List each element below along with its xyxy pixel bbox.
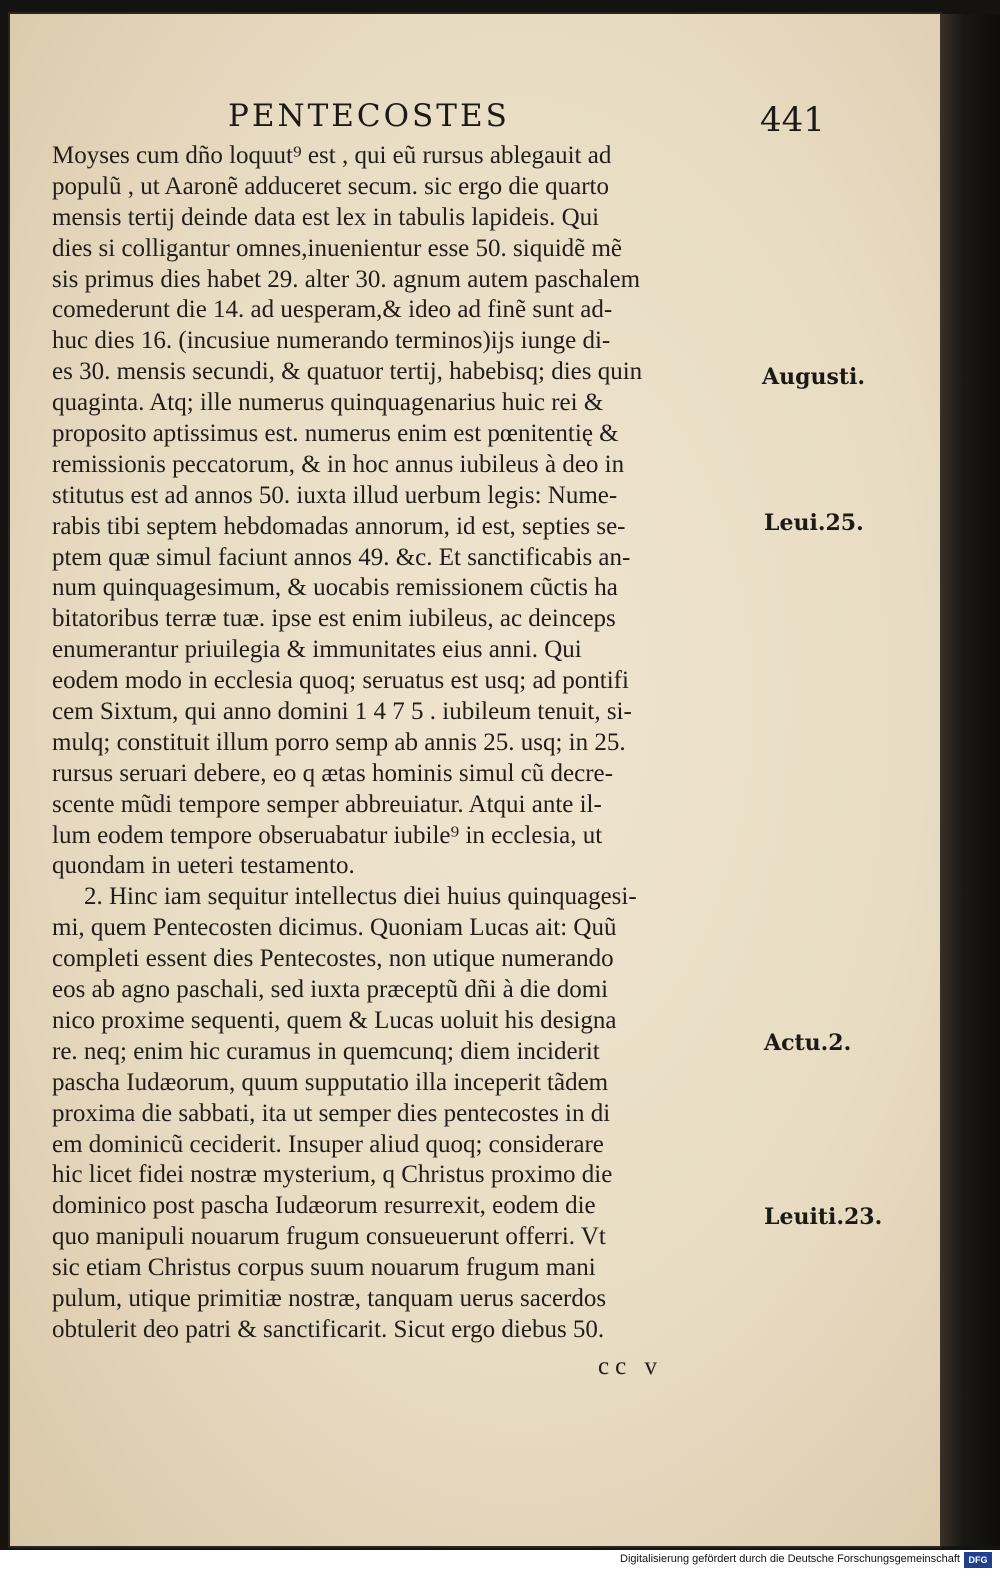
text-line: quondam in ueteri testamento. bbox=[52, 852, 355, 880]
margin-note-leuiticus-25: Leui.25. bbox=[764, 510, 864, 536]
text-line: quo manipuli nouarum frugum consueuerunt offerri. Vt bbox=[52, 1223, 606, 1251]
margin-note-acts-2: Actu.2. bbox=[764, 1030, 852, 1056]
text-line: mulq; constituit illum porro semp ab annis 25. usq; in 25. bbox=[52, 728, 626, 756]
text-line: rursus seruari debere, eo q ætas hominis simul cũ decre- bbox=[52, 759, 613, 787]
text-line: es 30. mensis secundi, & quatuor tertij, habebisq; dies quin bbox=[52, 358, 643, 386]
text-line: sis primus dies habet 29. alter 30. agnum autem paschalem bbox=[52, 265, 641, 293]
text-line: cem Sixtum, qui anno domini 1 4 7 5 . iubileum tenuit, si- bbox=[52, 698, 632, 726]
text-line: em dominicũ ceciderit. Insuper aliud quoq; considerare bbox=[52, 1130, 604, 1158]
text-line: huc dies 16. (incusiue numerando terminos)ijs iunge di- bbox=[52, 327, 611, 355]
margin-note-augusti: Augusti. bbox=[762, 364, 866, 390]
text-line: eodem modo in ecclesia quoq; seruatus est usq; ad pontifi bbox=[52, 667, 629, 695]
folio-number: 441 bbox=[760, 100, 825, 140]
running-head: PENTECOSTES bbox=[228, 98, 510, 134]
dfg-logo: DFG bbox=[964, 1552, 992, 1568]
text-line: comederunt die 14. ad uesperam,& ideo ad finẽ sunt ad- bbox=[52, 296, 613, 324]
text-line: num quinquagesimum, & uocabis remissionem cũctis ha bbox=[52, 574, 618, 602]
main-text-block bbox=[52, 141, 758, 1346]
text-line: Moyses cum dño loquut⁹ est , qui eũ rursus ablegauit ad bbox=[52, 142, 612, 169]
text-line: populũ , ut Aaronẽ adduceret secum. sic ergo die quarto bbox=[52, 172, 610, 200]
text-line: scente mũdi tempore semper abbreuiatur. Atqui ante il- bbox=[52, 790, 602, 818]
text-line: bitatoribus terræ tuæ. ipse est enim iubileus, ac deinceps bbox=[52, 605, 616, 633]
text-line: pascha Iudæorum, quum supputatio illa inceperit tãdem bbox=[52, 1068, 609, 1096]
text-line: quaginta. Atq; ille numerus quinquagenarius huic rei & bbox=[52, 389, 604, 417]
text-line: nico proxime sequenti, quem & Lucas uoluit his designa bbox=[52, 1006, 617, 1034]
text-line: enumerantur priuilegia & immunitates eius anni. Qui bbox=[52, 636, 582, 664]
text-line: hic licet fidei nostræ mysterium, q Christus proximo die bbox=[52, 1161, 613, 1189]
page-edge-shadow bbox=[940, 14, 1000, 1546]
text-line: sic etiam Christus corpus suum nouarum frugum mani bbox=[52, 1254, 596, 1282]
text-line: proposito aptissimus est. numerus enim est pœnitentię & bbox=[52, 420, 619, 448]
text-line: re. neq; enim hic curamus in quemcunq; diem inciderit bbox=[52, 1037, 600, 1065]
text-line: remissionis peccatorum, & in hoc annus iubileus à deo in bbox=[52, 450, 625, 478]
digitization-credit: Digitalisierung gefördert durch die Deutsche Forschungsgemeinschaft bbox=[620, 1553, 960, 1565]
text-line: lum eodem tempore obseruabatur iubile⁹ in ecclesia, ut bbox=[52, 821, 603, 849]
margin-note-leuiticus-23: Leuiti.23. bbox=[764, 1204, 883, 1230]
text-line: pulum, utique primitiæ nostræ, tanquam uerus sacerdos bbox=[52, 1284, 607, 1312]
signature-mark: cc v bbox=[598, 1353, 663, 1380]
text-line: 2. Hinc iam sequitur intellectus diei huius quinquagesi- bbox=[84, 883, 637, 911]
text-line: rabis tibi septem hebdomadas annorum, id est, septies se- bbox=[52, 512, 626, 540]
text-line: dies si colligantur omnes,inuenientur esse 50. siquidẽ mẽ bbox=[52, 234, 623, 262]
text-line: obtulerit deo patri & sanctificarit. Sicut ergo diebus 50. bbox=[52, 1315, 605, 1343]
text-line: completi essent dies Pentecostes, non utique numerando bbox=[52, 945, 614, 973]
text-line: ptem quæ simul faciunt annos 49. &c. Et sanctificabis an- bbox=[52, 543, 631, 571]
text-line: eos ab agno paschali, sed iuxta præceptũ dñi à die domi bbox=[52, 976, 609, 1004]
text-line: mensis tertij deinde data est lex in tabulis lapideis. Qui bbox=[52, 203, 600, 231]
text-line: proxima die sabbati, ita ut semper dies pentecostes in di bbox=[52, 1099, 611, 1127]
text-line: stitutus est ad annos 50. iuxta illud uerbum legis: Nume- bbox=[52, 481, 618, 509]
text-line: mi, quem Pentecosten dicimus. Quoniam Lucas ait: Quũ bbox=[52, 914, 617, 942]
text-line: dominico post pascha Iudæorum resurrexit, eodem die bbox=[52, 1192, 596, 1220]
